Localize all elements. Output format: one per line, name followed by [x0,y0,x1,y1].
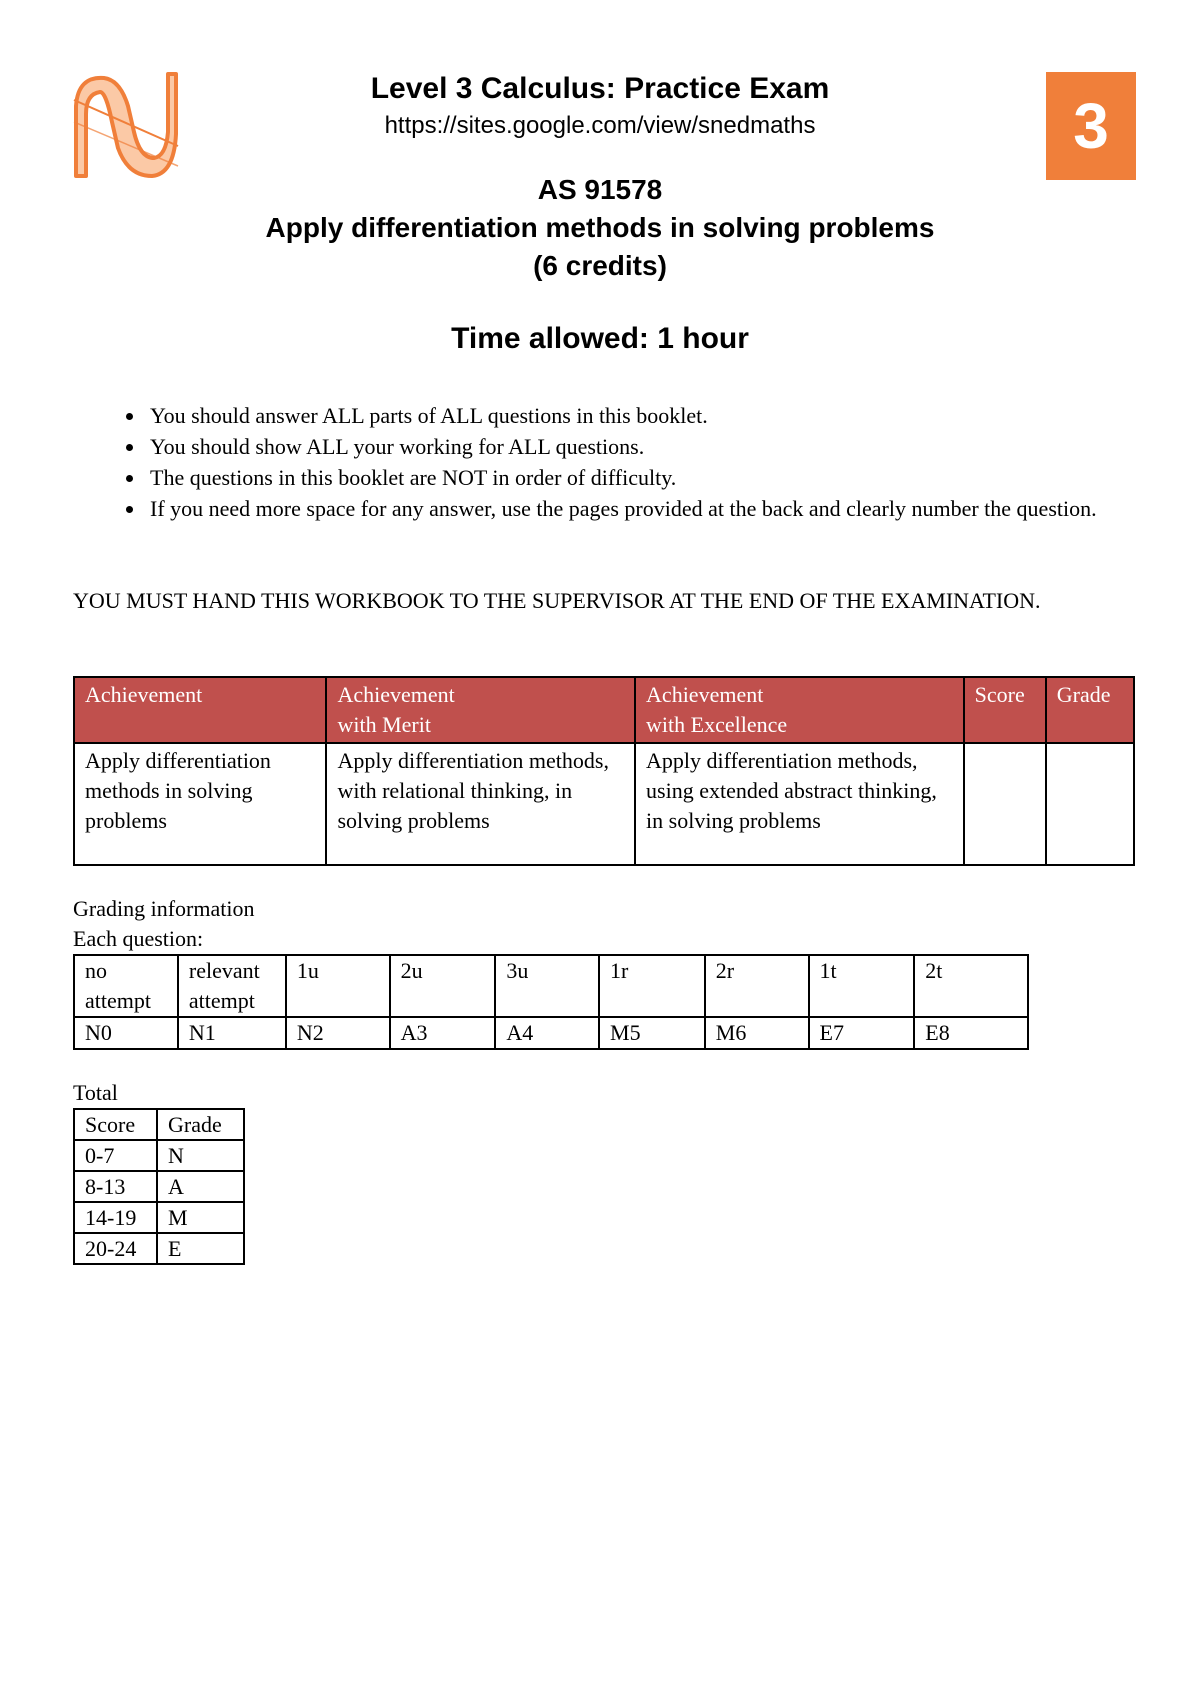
achievement-header: Achievement [74,677,326,743]
grading-code: N2 [286,1017,390,1049]
total-grade-header: Grade [157,1109,244,1140]
achievement-criterion: Apply differentiation methods in solving problems [74,743,326,865]
grading-codes-row [74,1017,1028,1049]
total-header-row [74,1109,244,1140]
instructions-list [110,400,1146,524]
instruction-item: • You should answer ALL parts of ALL questions in this booklet. [146,400,1146,431]
grading-key: 2r [705,955,809,1017]
grading-code: E8 [914,1017,1028,1049]
merit-header: Achievement with Merit [326,677,635,743]
grading-key: 1t [809,955,915,1017]
total-grade: M [157,1202,244,1233]
total-grade: E [157,1233,244,1264]
instruction-item: • If you need more space for any answer, use the pages provided at the back and clearly number the question. [146,493,1146,524]
grading-code: N0 [74,1017,178,1049]
grading-key: relevant attempt [178,955,286,1017]
standard-code: AS 91578 [537,174,663,205]
achievement-header-row [74,677,1134,743]
grading-key: 2u [390,955,496,1017]
grading-code: M5 [599,1017,705,1049]
level-badge: 3 [1046,72,1136,180]
grading-key: 1r [599,955,705,1017]
grading-code: N1 [178,1017,286,1049]
total-heading: Total [73,1080,118,1105]
instruction-item: • The questions in this booklet are NOT in order of difficulty. [146,462,1146,493]
total-score: 20-24 [74,1233,157,1264]
hand-in-notice: YOU MUST HAND THIS WORKBOOK TO THE SUPERVISOR AT THE END OF THE EXAMINATION. [73,588,1041,613]
total-grade: N [157,1140,244,1171]
standard-credits: (6 credits) [533,250,667,281]
grading-key: 3u [495,955,599,1017]
grade-header: Grade [1046,677,1134,743]
excellence-header: Achievement with Excellence [635,677,964,743]
exam-title: Level 3 Calculus: Practice Exam [370,72,830,105]
total-row [74,1202,244,1233]
time-allowed: Time allowed: 1 hour [451,322,749,355]
score-header: Score [964,677,1046,743]
grading-code: A4 [495,1017,599,1049]
grading-key: 1u [286,955,390,1017]
total-score: 8-13 [74,1171,157,1202]
grading-keys-row [74,955,1028,1017]
total-table [73,1108,245,1265]
grading-heading: Grading information [73,896,255,921]
grading-table [73,954,1029,1050]
score-cell[interactable] [964,743,1046,865]
total-grade: A [157,1171,244,1202]
grading-key: 2t [914,955,1028,1017]
grading-subheading: Each question: [73,926,204,951]
excellence-criterion: Apply differentiation methods, using extended abstract thinking, in solving problems [635,743,964,865]
site-url: https://sites.google.com/view/snedmaths [384,112,816,139]
grading-code: E7 [809,1017,915,1049]
total-score: 0-7 [74,1140,157,1171]
total-row [74,1140,244,1171]
grading-key: no attempt [74,955,178,1017]
grading-code: M6 [705,1017,809,1049]
total-score-header: Score [74,1109,157,1140]
achievement-criteria-row [74,743,1134,865]
achievement-table [73,676,1135,866]
merit-criterion: Apply differentiation methods, with relational thinking, in solving problems [326,743,635,865]
instruction-item: • You should show ALL your working for ALL questions. [146,431,1146,462]
grading-code: A3 [390,1017,496,1049]
total-row [74,1171,244,1202]
standard-title: Apply differentiation methods in solving problems [265,212,935,243]
grade-cell[interactable] [1046,743,1134,865]
total-score: 14-19 [74,1202,157,1233]
total-row [74,1233,244,1264]
